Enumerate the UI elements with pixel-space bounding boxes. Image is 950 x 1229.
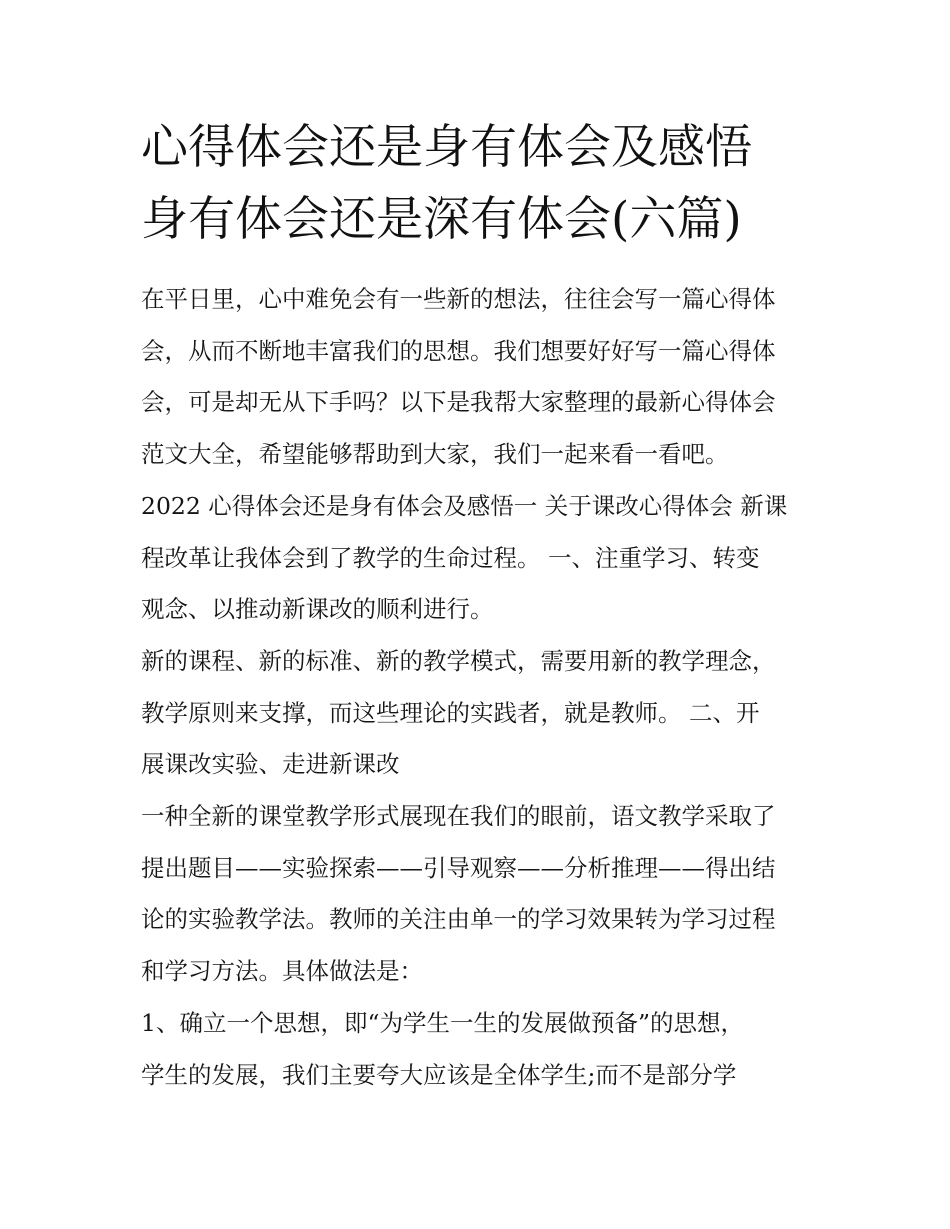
text-line: 范文大全，希望能够帮助到大家，我们一起来看一看吧。 [141, 440, 729, 469]
document-title [141, 112, 821, 256]
text-line: 2022 心得体会还是身有体会及感悟一 关于课改心得体会 新课 [141, 491, 788, 520]
text-line: 提出题目——实验探索——引导观察——分析推理——得出结 [141, 853, 776, 882]
text-line: 教学原则来支撑，而这些理论的实践者，就是教师。 二、开 [141, 698, 760, 727]
paragraph-section-one [141, 481, 821, 636]
document-body [141, 274, 821, 1101]
text-line: 论的实验教学法。教师的关注由单一的学习效果转为学习过程 [141, 905, 776, 934]
text-line: 观念、以推动新课改的顺利进行。 [141, 595, 494, 624]
paragraph-point-one [141, 998, 821, 1101]
text-line: 程改革让我体会到了教学的生命过程。 一、注重学习、转变 [141, 543, 760, 572]
text-line: 展课改实验、走进新课改 [141, 750, 400, 779]
text-line: 一种全新的课堂教学形式展现在我们的眼前，语文教学采取了 [141, 802, 776, 831]
paragraph-teaching-method [141, 791, 821, 998]
text-line: 1、确立一个思想，即“为学生一生的发展做预备”的思想， [141, 1008, 744, 1037]
title-line: 心得体会还是身有体会及感悟 [141, 120, 752, 175]
text-line: 学生的发展，我们主要夸大应该是全体学生;而不是部分学 [141, 1060, 737, 1089]
text-line: 在平日里，心中难免会有一些新的想法，往往会写一篇心得体 [141, 285, 776, 313]
text-line: 会，从而不断地丰富我们的思想。我们想要好好写一篇心得体 [141, 336, 776, 365]
paragraph-new-curriculum [141, 636, 821, 791]
document-content [141, 112, 821, 1101]
title-line: 身有体会还是深有体会(六篇) [141, 192, 742, 247]
text-line: 和学习方法。具体做法是： [141, 957, 423, 986]
text-line: 新的课程、新的标准、新的教学模式，需要用新的教学理念， [141, 646, 776, 675]
paragraph-intro [141, 274, 821, 481]
text-line: 会，可是却无从下手吗？以下是我帮大家整理的最新心得体会 [141, 388, 776, 417]
